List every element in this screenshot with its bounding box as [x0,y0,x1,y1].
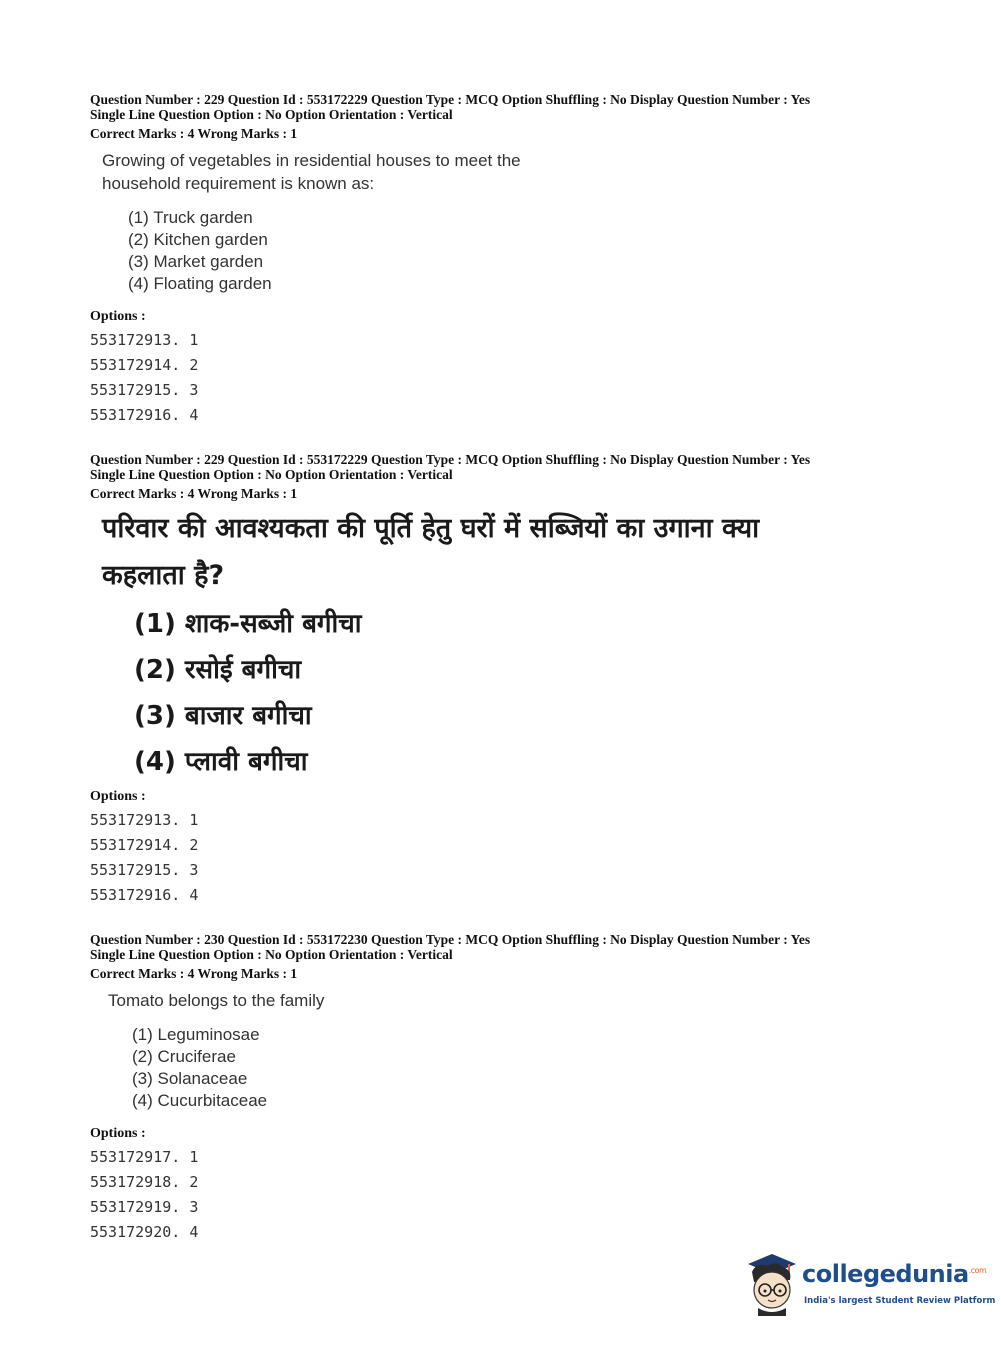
option-id: 553172916. 4 [90,886,199,904]
option-id: 553172914. 2 [90,836,199,854]
answer-choice: (4) Floating garden [128,274,272,293]
brand-name [802,1260,986,1288]
question-stem-line: Growing of vegetables in residential houses to meet the [102,151,521,170]
question-meta-line2: Single Line Question Option : No Option Orientation : Vertical [90,947,453,962]
answer-choice: (2) Cruciferae [132,1047,236,1066]
question-meta-line1: Question Number : 229 Question Id : 553172229 Question Type : MCQ Option Shuffling : No Display Question Number : Yes [90,452,811,467]
option-id: 553172915. 3 [90,381,199,399]
question-stem-line: परिवार की आवश्यकता की पूर्ति हेतु घरों में सब्जियों का उगाना क्या [102,513,760,544]
option-id: 553172918. 2 [90,1173,199,1191]
question-block-1 [90,92,970,428]
question-meta-line2: Single Line Question Option : No Option Orientation : Vertical [90,107,453,122]
question-marks: Correct Marks : 4 Wrong Marks : 1 [90,966,298,981]
option-id: 553172913. 1 [90,331,199,349]
answer-choices [132,1024,970,1112]
option-id: 553172917. 1 [90,1148,199,1166]
answer-choice: (4) Cucurbitaceae [132,1091,268,1110]
question-marks: Correct Marks : 4 Wrong Marks : 1 [90,126,298,141]
answer-choice: (2) Kitchen garden [128,230,268,249]
options-label: Options : [90,1126,146,1141]
brand-tagline: India's largest Student Review Platform [804,1296,996,1306]
option-id: 553172913. 1 [90,811,199,829]
answer-choice: (2) रसोई बगीचा [134,655,302,685]
question-stem-line: Tomato belongs to the family [108,991,325,1010]
answer-choices [134,601,970,785]
options-label: Options : [90,309,146,324]
question-stem [108,989,970,1012]
option-id: 553172920. 4 [90,1223,199,1241]
answer-choice: (3) Solanaceae [132,1069,248,1088]
option-id: 553172914. 2 [90,356,199,374]
question-block-2 [90,452,970,908]
options-label: Options : [90,789,146,804]
question-meta-line2: Single Line Question Option : No Option Orientation : Vertical [90,467,453,482]
question-stem [102,505,970,599]
question-stem-line: household requirement is known as: [102,174,375,193]
answer-choice: (1) शाक-सब्जी बगीचा [134,609,362,639]
collegedunia-watermark [742,1250,996,1320]
answer-choice: (1) Leguminosae [132,1025,260,1044]
question-marks: Correct Marks : 4 Wrong Marks : 1 [90,486,298,501]
brand-name-text: collegedunia [802,1260,969,1288]
answer-choice: (3) Market garden [128,252,264,271]
question-meta-line1: Question Number : 230 Question Id : 553172230 Question Type : MCQ Option Shuffling : No Display Question Number : Yes [90,932,811,947]
option-id: 553172915. 3 [90,861,199,879]
option-id: 553172916. 4 [90,406,199,424]
mascot-icon [742,1250,804,1316]
question-block-3 [90,932,970,1245]
answer-choices [128,207,970,295]
option-id: 553172919. 3 [90,1198,199,1216]
answer-choice: (3) बाजार बगीचा [134,701,312,731]
question-stem [102,149,970,195]
question-stem-line: कहलाता है? [102,560,225,591]
answer-choice: (4) प्लावी बगीचा [134,747,308,777]
question-meta-line1: Question Number : 229 Question Id : 553172229 Question Type : MCQ Option Shuffling : No Display Question Number : Yes [90,92,811,107]
brand-suffix: .com [968,1266,987,1275]
answer-choice: (1) Truck garden [128,208,253,227]
